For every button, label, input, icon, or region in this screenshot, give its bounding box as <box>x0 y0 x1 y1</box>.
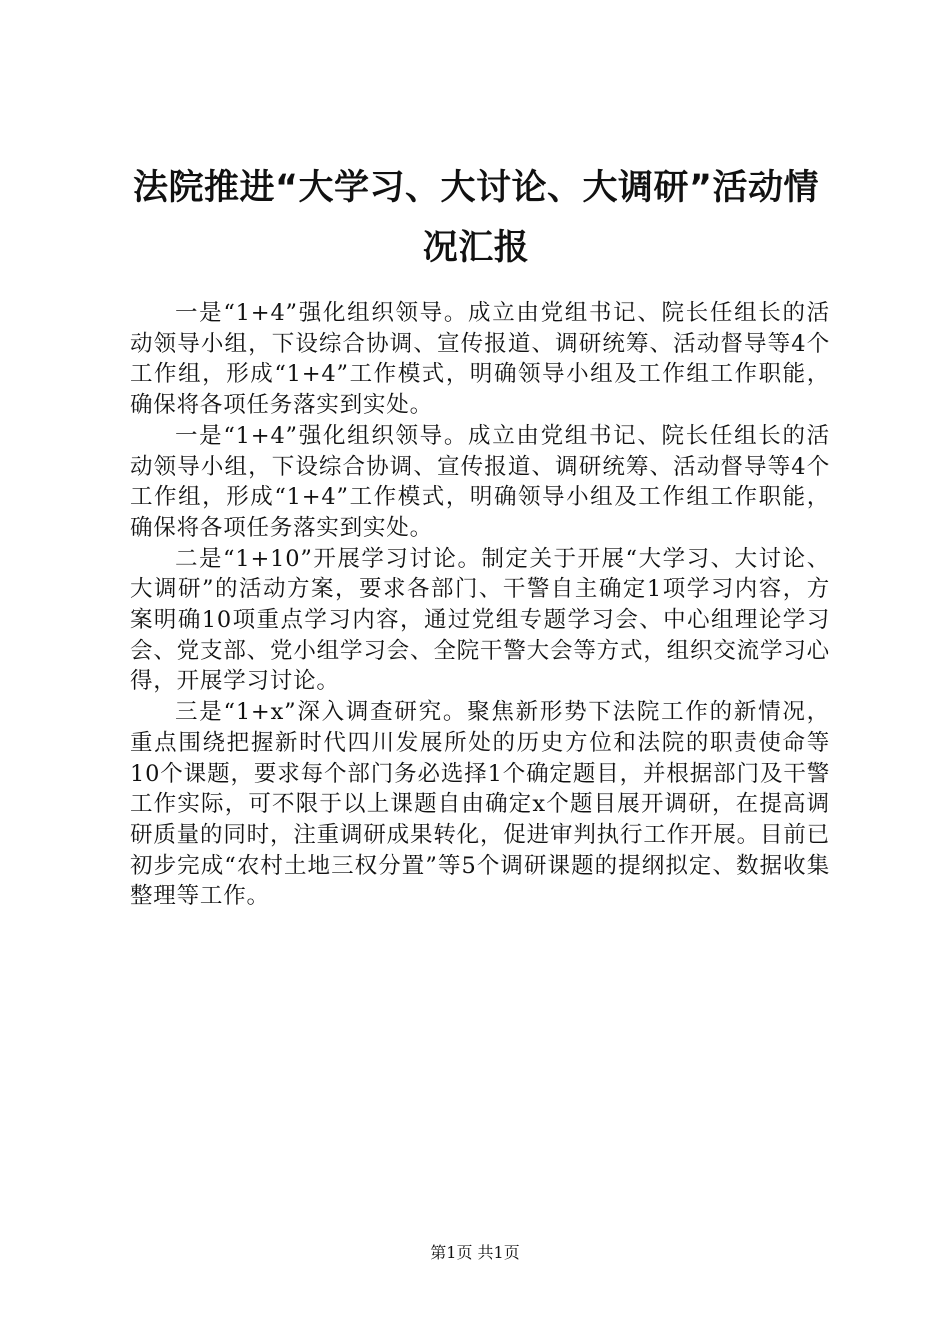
paragraph-1: 一是“1+4”强化组织领导。成立由党组书记、院长任组长的活动领导小组，下设综合协调、宣传报道、调研统筹、活动督导等4个工作组，形成“1+4”工作模式，明确领导小组及工作组工作职能，确保将各项任务落实到实处。 <box>130 300 830 419</box>
paragraph-4: 三是“1+x”深入调查研究。聚焦新形势下法院工作的新情况，重点围绕把握新时代四川发展所处的历史方位和法院的职责使命等10个课题，要求每个部门务必选择1个确定题目，并根据部门及干警工作实际，可不限于以上课题自由确定x个题目展开调研，在提高调研质量的同时，注重调研成果转化，促进审判执行工作开展。目前已初步完成“农村土地三权分置”等5个调研课题的提纲拟定、数据收集整理等工作。 <box>130 699 830 910</box>
paragraph-3: 二是“1+10”开展学习讨论。制定关于开展“大学习、大讨论、大调研”的活动方案，要求各部门、干警自主确定1项学习内容，方案明确10项重点学习内容，通过党组专题学习会、中心组理论学习会、党支部、党小组学习会、全院干警大会等方式，组织交流学习心得，开展学习讨论。 <box>130 545 830 695</box>
document-title: 法院推进“大学习、大讨论、大调研”活动情况汇报 <box>132 168 819 268</box>
document-body <box>130 298 830 912</box>
page-footer: 第1页 共1页 <box>430 1243 520 1262</box>
paragraph-2: 一是“1+4”强化组织领导。成立由党组书记、院长任组长的活动领导小组，下设综合协调、宣传报道、调研统筹、活动督导等4个工作组，形成“1+4”工作模式，明确领导小组及工作组工作职能，确保将各项任务落实到实处。 <box>130 422 830 541</box>
